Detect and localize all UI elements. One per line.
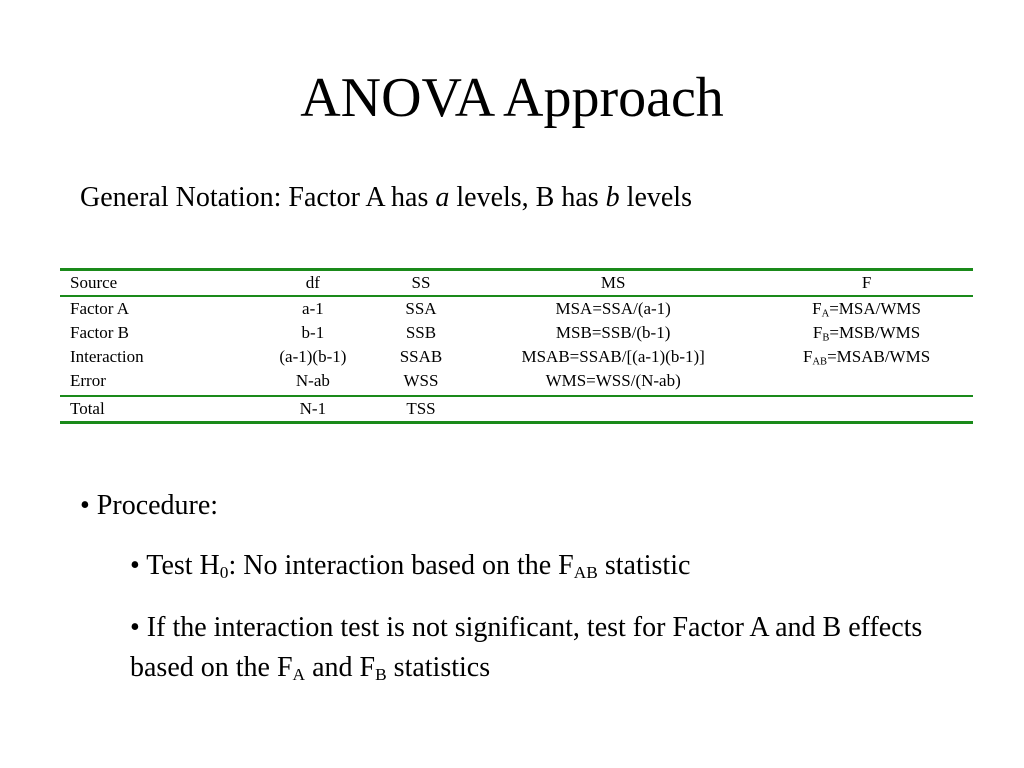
item-text: statistics (386, 652, 491, 683)
f-sub: AB (812, 356, 828, 368)
cell-ms: MSAB=SSAB/[(a-1)(b-1)] (521, 347, 705, 366)
item-sub: AB (573, 562, 598, 582)
f-base: F (812, 323, 823, 342)
f-sub: A (821, 308, 830, 320)
table-row (60, 296, 973, 321)
cell-f (760, 345, 973, 369)
f-sub: B (822, 332, 830, 344)
cell-ms: WMS=WSS/(N-ab) (545, 371, 681, 390)
item-text: • If the interaction test is not significant, test for Factor A and B effects based on the F (130, 612, 923, 683)
item-text: : No interaction based on the F (228, 550, 574, 581)
notation-mid: levels, B has (449, 182, 606, 213)
cell-f (760, 321, 973, 345)
cell-source: Interaction (70, 347, 144, 366)
cell-ms: MSB=SSB/(b-1) (555, 323, 671, 342)
header-f: F (861, 273, 872, 292)
cell-f-empty (760, 396, 973, 423)
table-total-row (60, 396, 973, 423)
cell-source: Factor A (70, 299, 130, 318)
table-row (60, 369, 973, 396)
header-df: df (305, 273, 320, 292)
item-text: • Test H (130, 550, 220, 581)
f-rest: =MSB/WMS (829, 323, 921, 342)
procedure-heading: • Procedure: (80, 490, 219, 521)
item-sub: B (375, 664, 387, 684)
cell-ms: MSA=SSA/(a-1) (555, 299, 671, 318)
cell-source: Factor B (70, 323, 130, 342)
slide-title: ANOVA Approach (300, 67, 724, 129)
table-row (60, 345, 973, 369)
f-base: F (812, 299, 822, 318)
cell-ss: SSAB (399, 347, 443, 366)
cell-ss: SSA (405, 299, 437, 318)
cell-f (760, 296, 973, 321)
cell-ss: SSB (405, 323, 437, 342)
item-text: and F (305, 652, 376, 683)
procedure-item-effects (130, 608, 930, 688)
cell-ss: TSS (406, 399, 436, 418)
anova-table (60, 268, 973, 424)
header-ss: SS (411, 273, 431, 292)
notation-post: levels (619, 182, 692, 213)
f-base: F (802, 347, 813, 366)
cell-df: N-1 (299, 399, 327, 418)
cell-df: N-ab (295, 371, 330, 390)
item-sub: 0 (219, 562, 229, 582)
cell-df: (a-1)(b-1) (279, 347, 347, 366)
header-ms: MS (600, 273, 626, 292)
table-header-row (60, 270, 973, 297)
cell-ss: WSS (403, 371, 439, 390)
cell-source: Total (70, 399, 105, 418)
item-sub: A (292, 664, 306, 684)
notation-a: a (435, 182, 450, 213)
item-text: statistic (597, 550, 691, 581)
cell-source: Error (70, 371, 106, 390)
notation-b: b (605, 182, 620, 213)
f-rest: =MSA/WMS (829, 299, 921, 318)
header-source: Source (70, 273, 118, 292)
f-rest: =MSAB/WMS (827, 347, 931, 366)
notation-pre: General Notation: Factor A has (80, 182, 436, 213)
cell-df: a-1 (302, 299, 324, 318)
cell-df: b-1 (301, 323, 325, 342)
cell-ms-empty (466, 396, 760, 423)
cell-f-empty (760, 369, 973, 396)
table-row (60, 321, 973, 345)
procedure-item-test (130, 546, 930, 586)
general-notation (80, 180, 692, 216)
